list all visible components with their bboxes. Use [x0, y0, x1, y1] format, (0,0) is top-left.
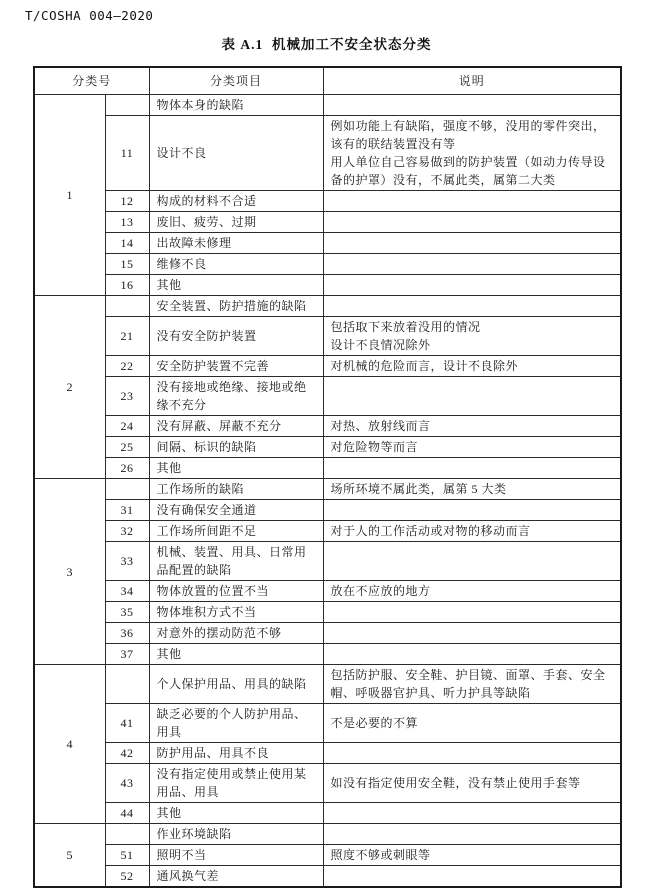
- cell-code: 35: [105, 602, 149, 623]
- cell-code: 37: [105, 644, 149, 665]
- cell-code: 11: [105, 116, 149, 191]
- cell-item: 物体堆积方式不当: [149, 602, 323, 623]
- cell-item: 安全装置、防护措施的缺陷: [149, 296, 323, 317]
- cell-code: 13: [105, 212, 149, 233]
- table-caption: 表 A.1 机械加工不安全状态分类: [221, 37, 432, 52]
- cell-desc: 对热、放射线而言: [323, 416, 621, 437]
- table-row: [34, 254, 621, 275]
- cell-item: 废旧、疲劳、过期: [149, 212, 323, 233]
- table-row: [34, 116, 621, 191]
- cell-desc: 放在不应放的地方: [323, 581, 621, 602]
- cell-code: 24: [105, 416, 149, 437]
- cell-desc: [323, 275, 621, 296]
- cell-item: 没有指定使用或禁止使用某用品、用具: [149, 764, 323, 803]
- table-row: [34, 500, 621, 521]
- table-row: [34, 95, 621, 116]
- cell-item: 没有屏蔽、屏蔽不充分: [149, 416, 323, 437]
- table-row: [34, 602, 621, 623]
- cell-category-number: 1: [34, 95, 105, 296]
- cell-code: 36: [105, 623, 149, 644]
- cell-code: 21: [105, 317, 149, 356]
- cell-item: 设计不良: [149, 116, 323, 191]
- cell-desc: [323, 644, 621, 665]
- table-row: [34, 866, 621, 888]
- cell-category-number: 2: [34, 296, 105, 479]
- cell-desc: [323, 377, 621, 416]
- cell-desc: 包括防护服、安全鞋、护目镜、面罩、手套、安全帽、呼吸器官护具、听力护具等缺陷: [323, 665, 621, 704]
- table-row: [34, 644, 621, 665]
- cell-item: 间隔、标识的缺陷: [149, 437, 323, 458]
- cell-item: 没有确保安全通道: [149, 500, 323, 521]
- table-row: [34, 803, 621, 824]
- cell-code: 23: [105, 377, 149, 416]
- cell-category-number: 5: [34, 824, 105, 888]
- cell-desc: [323, 866, 621, 888]
- cell-category-number: 4: [34, 665, 105, 824]
- table-row: [34, 233, 621, 254]
- cell-desc: 对危险物等而言: [323, 437, 621, 458]
- cell-code: [105, 665, 149, 704]
- cell-desc: 对机械的危险而言，设计不良除外: [323, 356, 621, 377]
- table-row: [34, 542, 621, 581]
- cell-item: 作业环境缺陷: [149, 824, 323, 845]
- table-row: [34, 521, 621, 542]
- cell-item: 其他: [149, 644, 323, 665]
- classification-table: [33, 66, 622, 888]
- cell-item: 其他: [149, 458, 323, 479]
- cell-item: 出故障未修理: [149, 233, 323, 254]
- cell-desc: 例如功能上有缺陷，强度不够，没用的零件突出，该有的联结装置没有等 用人单位自己容易做到的防护装置（如动力传导设备的护罩）没有，不属此类，属第二大类: [323, 116, 621, 191]
- table-body: [34, 95, 621, 888]
- cell-code: 26: [105, 458, 149, 479]
- header-row: [34, 67, 621, 95]
- column-header-description: 说明: [323, 67, 621, 95]
- cell-item: 缺乏必要的个人防护用品、用具: [149, 704, 323, 743]
- cell-item: 其他: [149, 803, 323, 824]
- cell-item: 机械、装置、用具、日常用品配置的缺陷: [149, 542, 323, 581]
- table-row: [34, 845, 621, 866]
- cell-desc: [323, 824, 621, 845]
- cell-item: 没有接地或绝缘、接地或绝缘不充分: [149, 377, 323, 416]
- table-row: [34, 743, 621, 764]
- table-row: [34, 437, 621, 458]
- table-row: [34, 275, 621, 296]
- cell-code: 52: [105, 866, 149, 888]
- cell-item: 其他: [149, 275, 323, 296]
- cell-desc: [323, 191, 621, 212]
- cell-item: 对意外的摆动防范不够: [149, 623, 323, 644]
- cell-desc: [323, 458, 621, 479]
- cell-item: 没有安全防护装置: [149, 317, 323, 356]
- cell-item: 照明不当: [149, 845, 323, 866]
- cell-code: 31: [105, 500, 149, 521]
- cell-code: 14: [105, 233, 149, 254]
- cell-code: [105, 479, 149, 500]
- cell-desc: 场所环境不属此类，属第 5 大类: [323, 479, 621, 500]
- cell-desc: 如没有指定使用安全鞋，没有禁止使用手套等: [323, 764, 621, 803]
- table-row: [34, 356, 621, 377]
- cell-item: 通风换气差: [149, 866, 323, 888]
- table-row: [34, 377, 621, 416]
- table-row: [34, 296, 621, 317]
- cell-code: 22: [105, 356, 149, 377]
- cell-code: 41: [105, 704, 149, 743]
- cell-category-number: 3: [34, 479, 105, 665]
- table-row: [34, 458, 621, 479]
- cell-code: 12: [105, 191, 149, 212]
- cell-desc: [323, 542, 621, 581]
- cell-item: 物体放置的位置不当: [149, 581, 323, 602]
- table-row: [34, 824, 621, 845]
- cell-desc: 对于人的工作活动或对物的移动而言: [323, 521, 621, 542]
- cell-code: 34: [105, 581, 149, 602]
- cell-code: [105, 824, 149, 845]
- table-row: [34, 764, 621, 803]
- cell-code: 33: [105, 542, 149, 581]
- cell-code: [105, 95, 149, 116]
- cell-code: 42: [105, 743, 149, 764]
- column-header-category-number: 分类号: [34, 67, 149, 95]
- document-code: T/COSHA 004—2020: [25, 8, 154, 23]
- table-row: [34, 416, 621, 437]
- cell-code: 51: [105, 845, 149, 866]
- cell-desc: [323, 743, 621, 764]
- table-row: [34, 479, 621, 500]
- cell-code: 16: [105, 275, 149, 296]
- cell-item: 个人保护用品、用具的缺陷: [149, 665, 323, 704]
- table-row: [34, 665, 621, 704]
- cell-item: 安全防护装置不完善: [149, 356, 323, 377]
- cell-item: 维修不良: [149, 254, 323, 275]
- cell-code: 32: [105, 521, 149, 542]
- table-row: [34, 191, 621, 212]
- cell-desc: [323, 95, 621, 116]
- cell-desc: [323, 623, 621, 644]
- cell-desc: [323, 500, 621, 521]
- cell-code: 15: [105, 254, 149, 275]
- cell-desc: 包括取下来放着没用的情况 设计不良情况除外: [323, 317, 621, 356]
- cell-desc: [323, 602, 621, 623]
- cell-item: 防护用品、用具不良: [149, 743, 323, 764]
- column-header-item: 分类项目: [149, 67, 323, 95]
- table-row: [34, 317, 621, 356]
- cell-code: 25: [105, 437, 149, 458]
- cell-desc: [323, 233, 621, 254]
- cell-item: 工作场所的缺陷: [149, 479, 323, 500]
- cell-desc: [323, 803, 621, 824]
- cell-desc: [323, 296, 621, 317]
- cell-desc: [323, 254, 621, 275]
- cell-item: 构成的材料不合适: [149, 191, 323, 212]
- cell-item: 工作场所间距不足: [149, 521, 323, 542]
- cell-desc: 不是必要的不算: [323, 704, 621, 743]
- cell-item: 物体本身的缺陷: [149, 95, 323, 116]
- table-row: [34, 704, 621, 743]
- cell-desc: 照度不够或刺眼等: [323, 845, 621, 866]
- table-row: [34, 581, 621, 602]
- cell-code: 44: [105, 803, 149, 824]
- cell-code: [105, 296, 149, 317]
- table-row: [34, 623, 621, 644]
- table-row: [34, 212, 621, 233]
- cell-code: 43: [105, 764, 149, 803]
- cell-desc: [323, 212, 621, 233]
